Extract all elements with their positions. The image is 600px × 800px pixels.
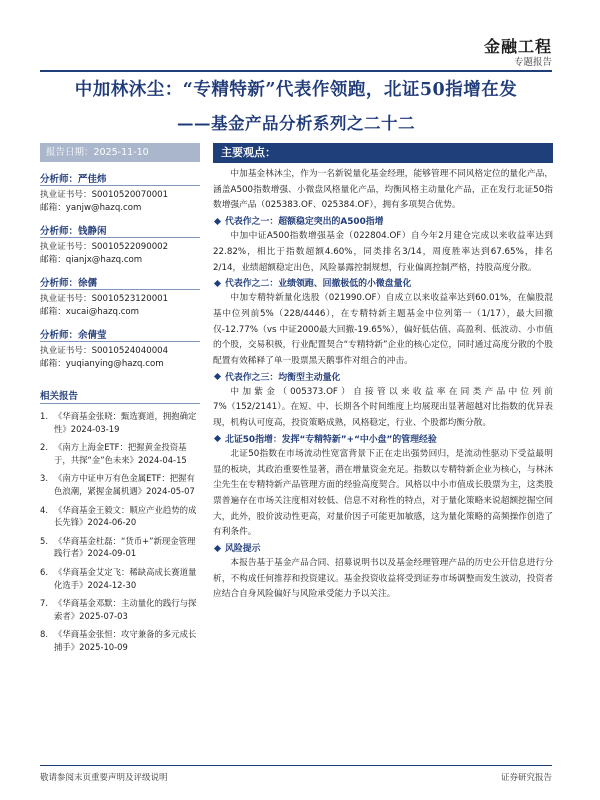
related-report-text: 《华商基金邓默：主动量化的践行与探索者》2025-07-03 xyxy=(54,598,197,621)
related-report-text: 《华商基金杜磊：“货币+”新现金管理践行者》2024-09-01 xyxy=(54,535,196,559)
report-date: 报告日期：2025-11-10 xyxy=(40,143,200,162)
analyst-cert: 执业证书号：S0010523120001 xyxy=(40,294,169,304)
analyst-email[interactable]: 邮箱：yanjw@hazq.com xyxy=(40,202,142,213)
analyst-name: 分析师：徐儒 xyxy=(40,278,98,289)
divider xyxy=(40,237,200,238)
diamond-bullet-icon xyxy=(214,373,221,380)
divider xyxy=(40,185,200,186)
divider xyxy=(40,403,200,404)
related-reports-list xyxy=(40,410,200,654)
analyst-card xyxy=(40,327,200,370)
item-number: 3. xyxy=(40,473,48,484)
item-number: 6. xyxy=(40,566,48,577)
section-title: 主要观点： xyxy=(213,143,553,163)
risk-paragraph: 本报告基于基金产品合同、招募说明书以及基金经理管理产品的历史公开信息进行分析，不构成任何推荐和投资建议。基金投资收益将受到证券市场调整而发生波动，投资者应结合自身风险偏好与风险承受能力予以关注。 xyxy=(213,558,553,600)
rep3-title: 代表作之三：均衡型主动量化 xyxy=(225,372,341,383)
analyst-cert: 执业证书号：S0010524040004 xyxy=(40,346,169,356)
page-subtitle: ——基金产品分析系列之二十二 xyxy=(177,114,415,133)
related-report-item[interactable] xyxy=(40,504,200,529)
item-number: 8. xyxy=(40,629,48,640)
rep2-title: 代表作之二：业绩领跑、回撤极低的小微盘量化 xyxy=(225,279,412,290)
analyst-cert: 执业证书号：S0010520070001 xyxy=(40,190,169,200)
diamond-bullet-icon xyxy=(214,435,221,442)
item-number: 4. xyxy=(40,504,48,515)
brand-logo-text: 金融工程 xyxy=(483,37,552,56)
divider xyxy=(40,341,200,342)
risk-title: 风险提示 xyxy=(225,544,261,555)
related-report-text: 《南方中证申万有色金属ETF：把握有色浪潮，紧握金属机遇》2024-05-07 xyxy=(54,473,195,496)
footer-rule xyxy=(40,765,552,766)
item-number: 1. xyxy=(40,411,48,421)
bz50-paragraph: 北证50指数在市场流动性宽富背景下正在走出强势回归，是流动性驱动下受益最明显的板块，其政治重要性显著，潜在增量资金充足。指数以专精特新企业为核心，与林沐尘先生在专精特新产品管理方面的经验高度契合。风格以中小市值成长股票为主，这类股票普遍存在市场关注度相对较低、信息不对称性的特点，对于量化策略来说超额挖掘空间大，此外，股价波动性更高，对量价因子可能更加敏感，这为量化策略的高频操作创造了有利条件。 xyxy=(213,448,553,538)
header-rule xyxy=(40,70,552,72)
related-report-item[interactable] xyxy=(40,472,200,497)
analyst-card xyxy=(40,275,200,318)
related-report-text: 《华商基金王毅文：顺应产业趋势的成长先锋》2024-06-20 xyxy=(54,504,197,528)
diamond-bullet-icon xyxy=(214,218,221,225)
main-content xyxy=(213,143,553,603)
divider xyxy=(40,289,200,290)
analyst-name: 分析师：余倩莹 xyxy=(40,330,107,341)
related-report-text: 《南方上海金ETF：把握黄金投资基于，共探“金”色未来》2024-04-15 xyxy=(54,442,187,465)
rep1-title: 代表作之一：超额稳定突出的A500指增 xyxy=(225,217,384,228)
rep1-heading xyxy=(213,215,553,229)
related-report-item[interactable] xyxy=(40,566,200,591)
related-reports-title: 相关报告 xyxy=(40,391,79,402)
bz50-title: 北证50指增：发挥“专精特新”+“中小盘”的管理经验 xyxy=(225,434,437,445)
analyst-email[interactable]: 邮箱：qianjx@hazq.com xyxy=(40,254,143,265)
analyst-card xyxy=(40,171,200,214)
analyst-email[interactable]: 邮箱：xucai@hazq.com xyxy=(40,306,140,317)
diamond-bullet-icon xyxy=(214,545,221,552)
related-report-text: 《华商基金张晓：甄选赛道，拥抱确定性》2024-03-19 xyxy=(54,411,197,434)
footer-disclaimer: 敬请参阅末页重要声明及评级说明 xyxy=(40,773,168,783)
report-type: 专题报告 xyxy=(513,57,552,68)
analyst-card xyxy=(40,223,200,266)
item-number: 7. xyxy=(40,598,48,609)
rep1-paragraph: 中加中证A500指数增强基金（022804.OF）自今年2月建仓完成以来收益率达到22.82%，相比于指数超额4.60%，同类排名3/14，周度胜率达到67.65%，排名2/14，业绩超额稳定出色，风险暴露控制规想，行业偏离控制严格，持股高度分散。 xyxy=(213,231,553,273)
page-title: 中加林沐尘：“专精特新”代表作领跑，北证50指增在发 xyxy=(74,80,518,100)
related-report-item[interactable] xyxy=(40,535,200,560)
rep2-heading xyxy=(213,277,553,291)
related-report-text: 《华商基金张恒：攻守兼备的多元成长捕手》2025-10-09 xyxy=(54,629,197,652)
rep3-heading xyxy=(213,371,553,385)
related-report-item[interactable] xyxy=(40,410,200,435)
sidebar xyxy=(40,143,200,660)
analyst-cert: 执业证书号：S0010522090002 xyxy=(40,242,169,252)
rep2-paragraph: 中加专精特新量化选股（021990.OF）自成立以来收益率达到60.01%，在偏股混基中位列前5%（228/4446），在专精特新主题基金中位列第一（1/17），最大回撤仅-12.77%（vs 中证2000最大回撤-19.65%），偏好低估值、高盈利、低波动、小市值的个股，交易积极，行业配置契合“专精特新”企业的核心定位，同时通过高度分散的个股配置有效稀释了单一股票黑天鹅事件对组合的冲击。 xyxy=(213,293,553,367)
footer-label: 证券研究报告 xyxy=(500,773,552,783)
analyst-name: 分析师：严佳炜 xyxy=(40,174,107,185)
item-number: 5. xyxy=(40,535,48,546)
item-number: 2. xyxy=(40,442,48,453)
rep3-paragraph: 中加紫金（005373.OF）自接管以来收益率在同类产品中位列前7%（152/2141）。在短、中、长期各个时间维度上均展现出显著超越对比指数的优异表现，机构认可度高，投资策略成熟，风格稳定，行业、个股都均衡分散。 xyxy=(213,386,553,429)
analyst-name: 分析师：钱静闲 xyxy=(40,226,107,237)
analyst-email[interactable]: 邮箱：yuqianying@hazq.com xyxy=(40,358,164,369)
intro-paragraph: 中加基金林沐尘，作为一名新锐量化基金经理，能够管理不同风格定位的量化产品，涵盖A500指数增强、小微盘风格量化产品，均衡风格主动量化产品，正在发行北证50指数增强产品（025383.OF、025384.OF），拥有多项契合优势。 xyxy=(213,169,553,211)
risk-heading xyxy=(213,542,553,556)
related-report-item[interactable] xyxy=(40,441,200,466)
related-report-text: 《华商基金艾定飞：稀缺高成长赛道量化选手》2024-12-30 xyxy=(54,566,197,590)
diamond-bullet-icon xyxy=(214,280,221,287)
related-report-item[interactable] xyxy=(40,628,200,653)
bz50-heading xyxy=(213,433,553,447)
related-report-item[interactable] xyxy=(40,597,200,622)
